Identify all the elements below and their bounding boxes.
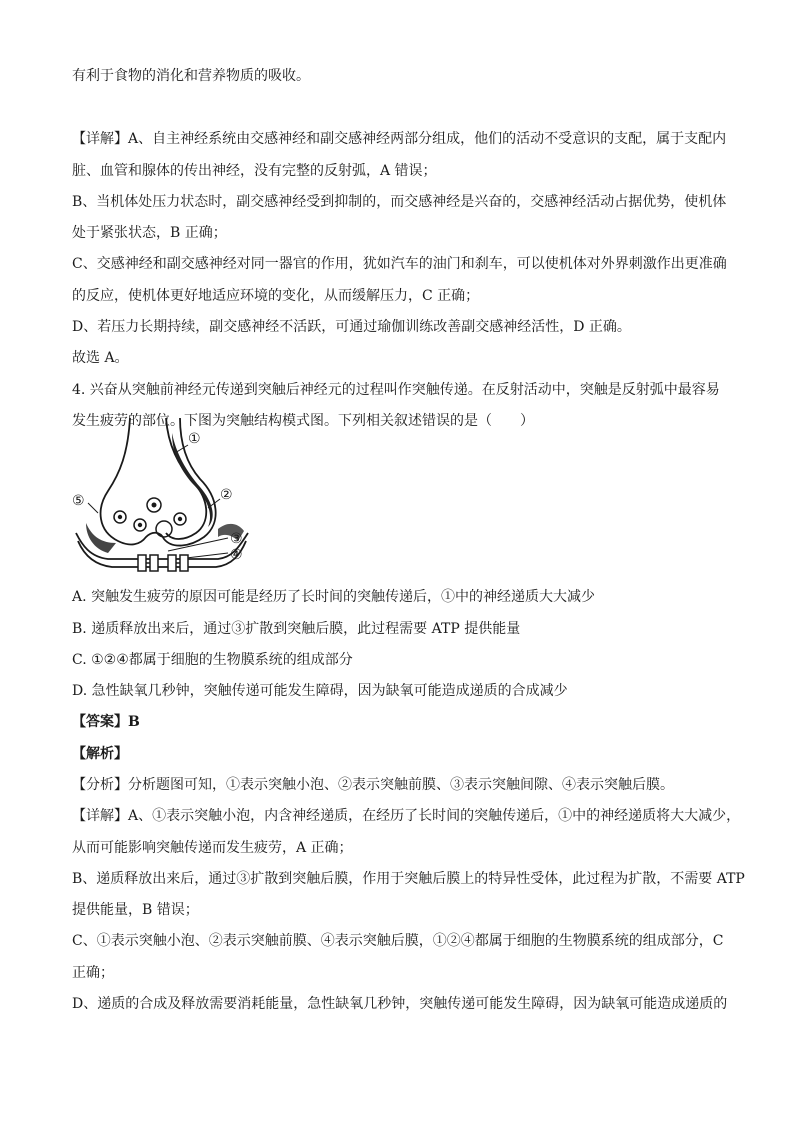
text-line: B、递质释放出来后，通过③扩散到突触后膜，作用于突触后膜上的特异性受体，此过程为扩散，不需要 ATP bbox=[72, 871, 745, 887]
label-3: ③ bbox=[230, 531, 243, 547]
text-line: 【详解】A、自主神经系统由交感神经和副交感神经两部分组成，他们的活动不受意识的支配，属于支配内 bbox=[72, 131, 727, 147]
text-line: 正确； bbox=[72, 965, 114, 981]
option-b: B. 递质释放出来后，通过③扩散到突触后膜，此过程需要 ATP 提供能量 bbox=[72, 621, 521, 637]
option-c: C. ①②④都属于细胞的生物膜系统的组成部分 bbox=[72, 652, 353, 668]
question-4-stem: 发生疲劳的部位。下图为突触结构模式图。下列相关叙述错误的是（ ） bbox=[72, 413, 534, 429]
text-line: 处于紧张状态，B 正确； bbox=[72, 225, 227, 241]
question-4-stem: 4. 兴奋从突触前神经元传递到突触后神经元的过程叫作突触传递。在反射活动中，突触是反射弧中最容易 bbox=[72, 382, 720, 398]
text-line: 从而可能影响突触传递而发生疲劳，A 正确； bbox=[72, 840, 353, 856]
option-d: D. 急性缺氧几秒钟，突触传递可能发生障碍，因为缺氧可能造成递质的合成减少 bbox=[72, 683, 568, 699]
text-line: 有利于食物的消化和营养物质的吸收。 bbox=[72, 68, 310, 84]
text-line: B、当机体处压力状态时，副交感神经受到抑制的，而交感神经是兴奋的，交感神经活动占据优势，使机体 bbox=[72, 194, 727, 210]
text-line: 【详解】A、①表示突触小泡，内含神经递质，在经历了长时间的突触传递后，①中的神经递质将大大减少， bbox=[72, 808, 741, 824]
option-a: A. 突触发生疲劳的原因可能是经历了长时间的突触传递后，①中的神经递质大大减少 bbox=[72, 589, 596, 605]
text-line: 脏、血管和腺体的传出神经，没有完整的反射弧，A 错误； bbox=[72, 163, 437, 179]
synapse-diagram bbox=[68, 413, 258, 583]
label-4: ④ bbox=[230, 547, 243, 563]
label-1: ① bbox=[188, 431, 201, 447]
text-line: C、①表示突触小泡、②表示突触前膜、④表示突触后膜，①②④都属于细胞的生物膜系统的组成部分，C bbox=[72, 933, 724, 949]
analysis-heading: 【解析】 bbox=[72, 746, 128, 762]
text-line: D、若压力长期持续，副交感神经不活跃，可通过瑜伽训练改善副交感神经活性，D 正确。 bbox=[72, 319, 631, 335]
synaptic-vesicles bbox=[114, 498, 186, 531]
text-line: C、交感神经和副交感神经对同一器官的作用，犹如汽车的油门和刹车，可以使机体对外界刺激作出更准确 bbox=[72, 256, 727, 272]
label-2: ② bbox=[220, 487, 233, 503]
text-line: D、递质的合成及释放需要消耗能量，急性缺氧几秒钟，突触传递可能发生障碍，因为缺氧可能造成递质的 bbox=[72, 996, 728, 1012]
text-line: 的反应，使机体更好地适应环境的变化，从而缓解压力，C 正确； bbox=[72, 288, 480, 304]
answer-heading: 【答案】B bbox=[72, 714, 140, 730]
text-line: 【分析】分析题图可知，①表示突触小泡、②表示突触前膜、③表示突触间隙、④表示突触后膜。 bbox=[72, 777, 674, 793]
text-line: 提供能量，B 错误； bbox=[72, 902, 199, 918]
label-5: ⑤ bbox=[72, 493, 85, 509]
receptors bbox=[138, 555, 188, 571]
text-line: 故选 A。 bbox=[72, 350, 129, 366]
